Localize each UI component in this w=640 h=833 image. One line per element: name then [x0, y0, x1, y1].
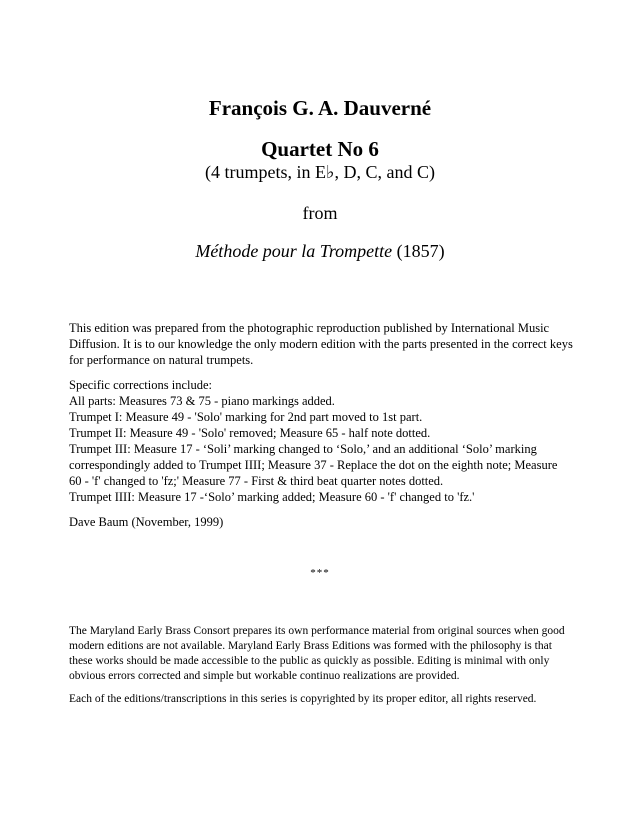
correction-item: Trumpet III: Measure 17 - ‘Soli’ marking changed to ‘Solo,’ and an additional ‘Solo’ marking correspondingly added to Trumpet IIII; Measure 37 - Replace the dot on the eighth note; Measure 60 - 'f' changed to 'fz;' Measure 77 - First & third beat quarter notes dotted.	[69, 442, 558, 488]
edition-intro-paragraph: This edition was prepared from the photographic reproduction published by International Music Diffusion. It is to our knowledge the only modern edition with the parts presented in the correct keys for performance on natural trumpets.	[69, 321, 573, 367]
correction-item: Trumpet II: Measure 49 - 'Solo' removed; Measure 65 - half note dotted.	[69, 426, 431, 440]
copyright-paragraph: Each of the editions/transcriptions in this series is copyrighted by its proper editor, all rights reserved.	[69, 693, 537, 705]
piece-title: Quartet No 6	[261, 137, 379, 161]
source-year: (1857)	[396, 241, 445, 261]
editor-signature: Dave Baum (November, 1999)	[69, 515, 224, 529]
corrections-list	[69, 377, 573, 505]
from-label: from	[302, 203, 338, 223]
section-separator: ***	[310, 567, 330, 579]
composer-name: François G. A. Dauverné	[208, 96, 432, 120]
source-title: Méthode pour la Trompette	[195, 241, 393, 261]
instrumentation-subtitle: (4 trumpets, in E♭, D, C, and C)	[205, 162, 435, 182]
correction-item: All parts: Measures 73 & 75 - piano markings added.	[69, 394, 335, 408]
correction-item: Trumpet I: Measure 49 - 'Solo' marking for 2nd part moved to 1st part.	[69, 410, 423, 424]
source-line	[0, 241, 640, 262]
correction-item: Trumpet IIII: Measure 17 -‘Solo’ marking added; Measure 60 - 'f' changed to 'fz.'	[69, 490, 475, 504]
consort-paragraph: The Maryland Early Brass Consort prepares its own performance material from original sources when good modern editions are not available. Maryland Early Brass Editions was formed with the philosophy is that these works should be made accessible to the public as quickly as possible. Editing is minimal with only obvious errors corrected and simple but workable continuo realizations are provided.	[69, 625, 565, 682]
corrections-heading: Specific corrections include:	[69, 378, 212, 392]
